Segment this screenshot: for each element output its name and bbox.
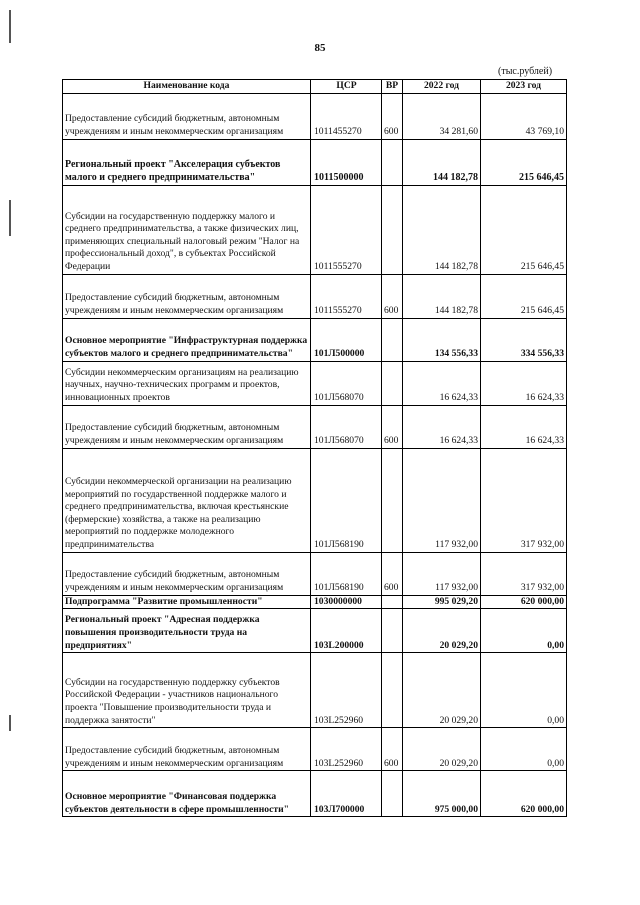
table-body (63, 93, 567, 817)
table-row (63, 361, 567, 405)
table-header-row (63, 80, 567, 94)
cell-2022: 16 624,33 (403, 361, 481, 405)
table-row (63, 93, 567, 139)
cell-2022: 20 029,20 (403, 653, 481, 728)
cell-2022: 134 556,33 (403, 318, 481, 361)
cell-vr (382, 139, 403, 185)
table-row (63, 728, 567, 771)
table-row (63, 274, 567, 318)
cell-csr: 103L252960 (311, 728, 382, 771)
cell-name: Основное мероприятие "Финансовая поддержка субъектов деятельности в сфере промышленности" (63, 771, 311, 817)
table-row (63, 595, 567, 609)
cell-csr: 1011500000 (311, 139, 382, 185)
cell-2023: 620 000,00 (481, 595, 567, 609)
cell-2023: 334 556,33 (481, 318, 567, 361)
cell-name: Подпрограмма "Развитие промышленности" (63, 595, 311, 609)
cell-vr (382, 361, 403, 405)
cell-name: Предоставление субсидий бюджетным, автономным учреждениям и иным некоммерческим организациям (63, 93, 311, 139)
cell-name: Субсидии на государственную поддержку малого и среднего предпринимательства, а также физических лиц, применяющих специальный налоговый режим "Налог на профессиональный доход", в субъектах Российской Федерации (63, 185, 311, 274)
cell-vr (382, 318, 403, 361)
units-label: (тыс.рублей) (498, 66, 553, 77)
cell-name: Региональный проект "Акселерация субъектов малого и среднего предпринимательства" (63, 139, 311, 185)
cell-csr: 1011455270 (311, 93, 382, 139)
table-row (63, 405, 567, 448)
cell-2022: 16 624,33 (403, 405, 481, 448)
cell-2022: 995 029,20 (403, 595, 481, 609)
cell-vr: 600 (382, 405, 403, 448)
cell-vr (382, 595, 403, 609)
cell-csr: 101Л568190 (311, 448, 382, 552)
cell-csr: 101Л500000 (311, 318, 382, 361)
cell-name: Предоставление субсидий бюджетным, автономным учреждениям и иным некоммерческим организациям (63, 405, 311, 448)
cell-name: Основное мероприятие "Инфраструктурная поддержка субъектов малого и среднего предпринимательства" (63, 318, 311, 361)
cell-name: Субсидии на государственную поддержку субъектов Российской Федерации - участников национального проекта "Повышение производительности труда и поддержка занятости" (63, 653, 311, 728)
cell-csr: 103L200000 (311, 609, 382, 653)
cell-vr: 600 (382, 274, 403, 318)
cell-2022: 144 182,78 (403, 274, 481, 318)
cell-name: Предоставление субсидий бюджетным, автономным учреждениям и иным некоммерческим организациям (63, 728, 311, 771)
cell-2023: 43 769,10 (481, 93, 567, 139)
table-row (63, 552, 567, 595)
header-2023: 2023 год (481, 80, 567, 94)
cell-vr (382, 771, 403, 817)
table-row (63, 185, 567, 274)
cell-2023: 215 646,45 (481, 185, 567, 274)
cell-csr: 101Л568070 (311, 361, 382, 405)
cell-vr: 600 (382, 93, 403, 139)
cell-vr: 600 (382, 552, 403, 595)
cell-csr: 101Л568070 (311, 405, 382, 448)
margin-mark (9, 200, 11, 236)
header-csr: ЦСР (311, 80, 382, 94)
header-2022: 2022 год (403, 80, 481, 94)
cell-csr: 1030000000 (311, 595, 382, 609)
cell-vr (382, 653, 403, 728)
table-row (63, 139, 567, 185)
cell-2022: 20 029,20 (403, 728, 481, 771)
cell-2022: 20 029,20 (403, 609, 481, 653)
cell-2022: 144 182,78 (403, 139, 481, 185)
table-row (63, 448, 567, 552)
cell-csr: 1011555270 (311, 185, 382, 274)
margin-mark (9, 10, 11, 43)
cell-csr: 103L252960 (311, 653, 382, 728)
cell-name: Предоставление субсидий бюджетным, автономным учреждениям и иным некоммерческим организациям (63, 552, 311, 595)
cell-vr (382, 609, 403, 653)
header-name: Наименование кода (63, 80, 311, 94)
cell-2022: 34 281,60 (403, 93, 481, 139)
cell-vr: 600 (382, 728, 403, 771)
cell-2023: 620 000,00 (481, 771, 567, 817)
header-vr: ВР (382, 80, 403, 94)
cell-2023: 16 624,33 (481, 405, 567, 448)
table-row (63, 653, 567, 728)
cell-name: Региональный проект "Адресная поддержка повышения производительности труда на предприятиях" (63, 609, 311, 653)
cell-2022: 117 932,00 (403, 448, 481, 552)
cell-2022: 975 000,00 (403, 771, 481, 817)
cell-2023: 16 624,33 (481, 361, 567, 405)
cell-name: Субсидии некоммерческим организациям на реализацию научных, научно-технических программ и проектов, инновационных проектов (63, 361, 311, 405)
table-row (63, 609, 567, 653)
cell-2023: 317 932,00 (481, 552, 567, 595)
page-number: 85 (314, 42, 326, 54)
cell-name: Субсидии некоммерческой организации на реализацию мероприятий по государственной поддержке малого и среднего предпринимательства, включая крестьянские (фермерские) хозяйства, а также на реализацию мероприятий по поддержке молодежного предпринимательства (63, 448, 311, 552)
cell-csr: 101Л568190 (311, 552, 382, 595)
table-row (63, 318, 567, 361)
cell-2023: 0,00 (481, 728, 567, 771)
cell-2023: 0,00 (481, 653, 567, 728)
cell-csr: 1011555270 (311, 274, 382, 318)
cell-vr (382, 448, 403, 552)
cell-vr (382, 185, 403, 274)
cell-2023: 215 646,45 (481, 139, 567, 185)
cell-name: Предоставление субсидий бюджетным, автономным учреждениям и иным некоммерческим организациям (63, 274, 311, 318)
cell-2023: 215 646,45 (481, 274, 567, 318)
cell-csr: 103Л700000 (311, 771, 382, 817)
cell-2022: 144 182,78 (403, 185, 481, 274)
margin-mark (9, 715, 11, 731)
table-row (63, 771, 567, 817)
budget-table (62, 79, 567, 817)
cell-2022: 117 932,00 (403, 552, 481, 595)
cell-2023: 0,00 (481, 609, 567, 653)
cell-2023: 317 932,00 (481, 448, 567, 552)
